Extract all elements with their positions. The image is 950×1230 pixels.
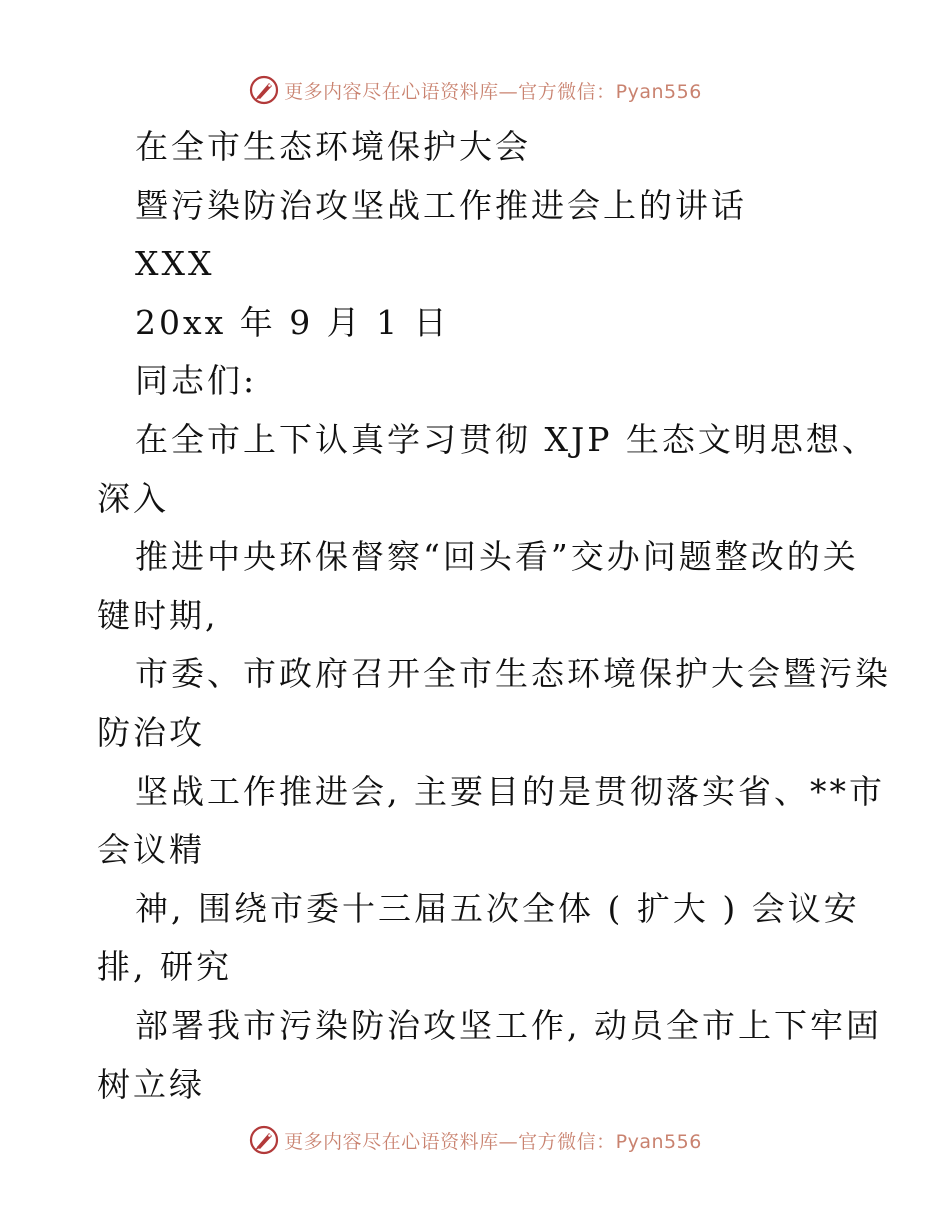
doc-line: 会议精 (97, 830, 205, 870)
doc-line: 防治攻 (97, 712, 205, 752)
doc-line: 树立绿 (97, 1064, 205, 1104)
document-body (97, 118, 891, 1114)
doc-line: 神, 围绕市委十三届五次全体 ( 扩大 ) 会议安 (135, 888, 860, 928)
doc-line: 在全市上下认真学习贯彻 XJP 生态文明思想、 (135, 419, 878, 459)
pen-nib-logo-icon (248, 1124, 280, 1156)
pen-nib-logo-icon (248, 74, 280, 106)
doc-line: 排, 研究 (97, 947, 232, 987)
doc-line: 深入 (97, 478, 169, 518)
doc-line: 部署我市污染防治攻坚工作, 动员全市上下牢固 (135, 1005, 882, 1045)
watermark-text-cn: 更多内容尽在心语资料库—官方微信： (284, 1130, 616, 1153)
watermark-text-id: Pyan556 (615, 1130, 702, 1153)
watermark-text-cn: 更多内容尽在心语资料库—官方微信： (284, 80, 616, 103)
footer-watermark (0, 1120, 950, 1160)
doc-line: 在全市生态环境保护大会 (135, 127, 531, 166)
doc-line: 20xx 年 9 月 1 日 (135, 302, 450, 342)
doc-line: XXX (135, 244, 215, 284)
doc-line: 键时期, (97, 595, 219, 635)
doc-line: 暨污染防治攻坚战工作推进会上的讲话 (135, 185, 747, 225)
doc-line: 坚战工作推进会, 主要目的是贯彻落实省、**市 (135, 771, 885, 811)
watermark-text-id: Pyan556 (615, 80, 702, 103)
watermark-text (284, 1127, 702, 1154)
doc-line: 同志们: (135, 361, 258, 401)
watermark-text (284, 77, 702, 104)
doc-line: 市委、市政府召开全市生态环境保护大会暨污染 (135, 654, 891, 694)
header-watermark (0, 70, 950, 110)
doc-line: 推进中央环保督察“回头看”交办问题整改的关 (135, 537, 859, 577)
